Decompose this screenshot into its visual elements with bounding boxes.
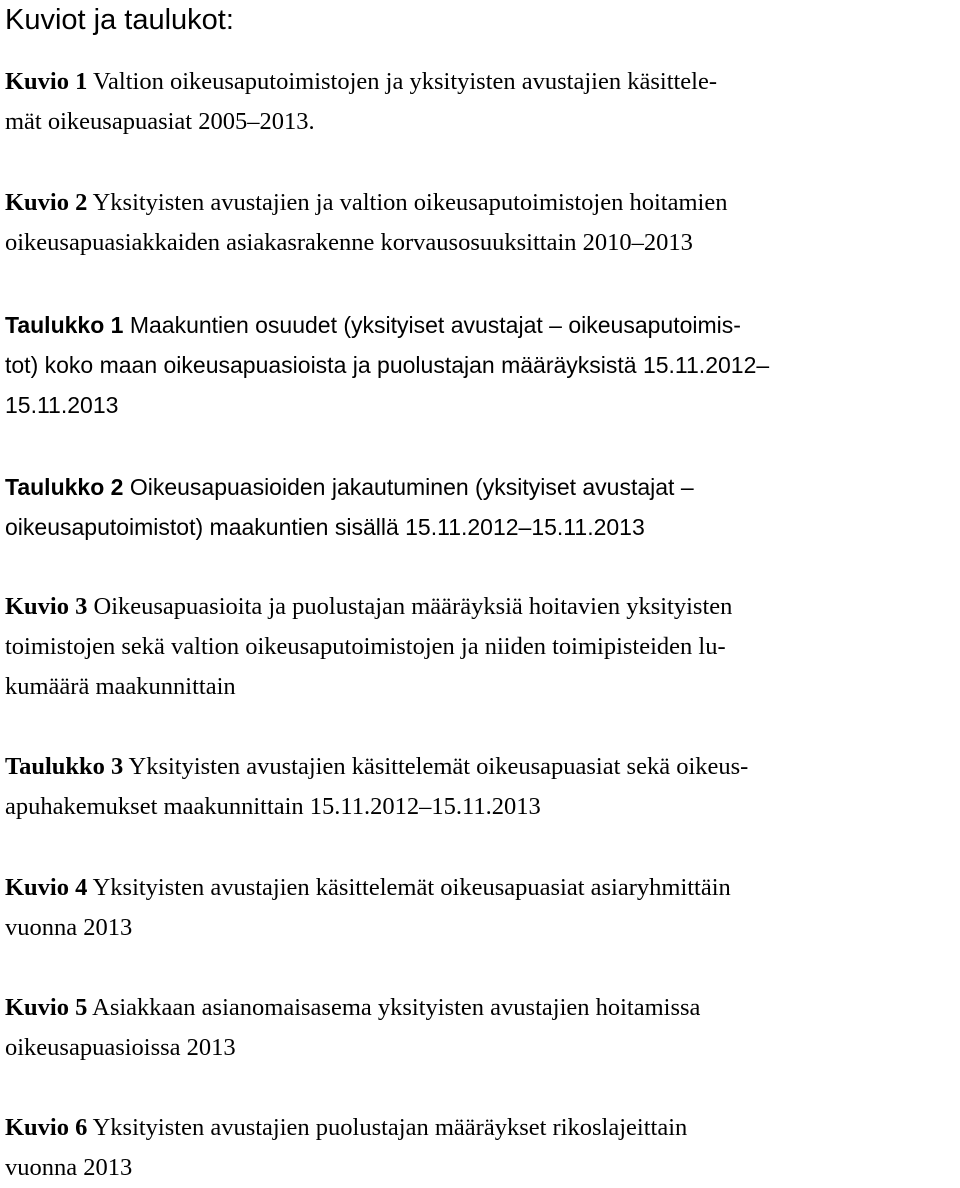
entry-line: apuhakemukset maakunnittain 15.11.2012–15.11.2013 (5, 793, 541, 820)
entry-line (5, 305, 769, 345)
entry-line: tot) koko maan oikeusapuasioista ja puolustajan määräyksistä 15.11.2012– (5, 352, 770, 378)
entry-label: Kuvio 3 (5, 593, 88, 620)
entry-line (5, 988, 700, 1028)
entry-text: Oikeusapuasioita ja puolustajan määräyksiä hoitavien yksityisten (87, 593, 733, 620)
entry-line: toimistojen sekä valtion oikeusaputoimistojen ja niiden toimipisteiden lu- (5, 633, 726, 660)
list-item-kuvio-6 (5, 1108, 687, 1188)
list-item-taulukko-3 (5, 747, 748, 827)
list-item-kuvio-4 (5, 868, 731, 948)
entry-line (5, 467, 694, 507)
entry-line: kumäärä maakunnittain (5, 673, 236, 700)
entry-text: Yksityisten avustajien käsittelemät oikeusapuasiat sekä oikeus- (123, 753, 749, 780)
entry-text: Asiakkaan asianomaisasema yksityisten avustajien hoitamissa (87, 994, 701, 1021)
entry-text: Maakuntien osuudet (yksityiset avustajat – oikeusaputoimis- (123, 312, 741, 338)
entry-line: vuonna 2013 (5, 1154, 133, 1181)
entry-text: Oikeusapuasioiden jakautuminen (yksityiset avustajat – (123, 474, 694, 500)
entry-text: Valtion oikeusaputoimistojen ja yksityisten avustajien käsittele- (87, 68, 718, 95)
list-item-kuvio-5 (5, 988, 700, 1068)
entry-label: Kuvio 6 (5, 1114, 88, 1141)
list-item-taulukko-1 (5, 305, 769, 425)
entry-label: Kuvio 2 (5, 189, 88, 216)
list-item-kuvio-1 (5, 62, 717, 142)
page-heading: Kuviot ja taulukot: (5, 4, 234, 36)
entry-line (5, 868, 731, 908)
entry-line (5, 62, 717, 102)
entry-line: 15.11.2013 (5, 392, 119, 418)
entry-line (5, 747, 748, 787)
list-item-kuvio-3 (5, 587, 732, 707)
entry-text: Yksityisten avustajien puolustajan määräykset rikoslajeittain (87, 1114, 688, 1141)
entry-line (5, 587, 732, 627)
entry-line: vuonna 2013 (5, 914, 133, 941)
entry-line: oikeusapuasioissa 2013 (5, 1034, 236, 1061)
entry-label: Taulukko 1 (5, 312, 124, 338)
list-item-taulukko-2 (5, 467, 694, 547)
entry-text: Yksityisten avustajien käsittelemät oikeusapuasiat asiaryhmittäin (87, 874, 731, 901)
entry-label: Taulukko 2 (5, 474, 124, 500)
entry-line (5, 183, 727, 223)
entry-label: Kuvio 5 (5, 994, 88, 1021)
entry-line: oikeusapuasiakkaiden asiakasrakenne korvausosuuksittain 2010–2013 (5, 229, 693, 256)
entry-text: Yksityisten avustajien ja valtion oikeusaputoimistojen hoitamien (87, 189, 728, 216)
entry-label: Kuvio 1 (5, 68, 88, 95)
entry-line: mät oikeusapuasiat 2005–2013. (5, 108, 315, 135)
entry-line (5, 1108, 687, 1148)
entry-line: oikeusaputoimistot) maakuntien sisällä 15.11.2012–15.11.2013 (5, 514, 645, 540)
list-item-kuvio-2 (5, 183, 727, 263)
entry-label: Kuvio 4 (5, 874, 88, 901)
entry-label: Taulukko 3 (5, 753, 124, 780)
